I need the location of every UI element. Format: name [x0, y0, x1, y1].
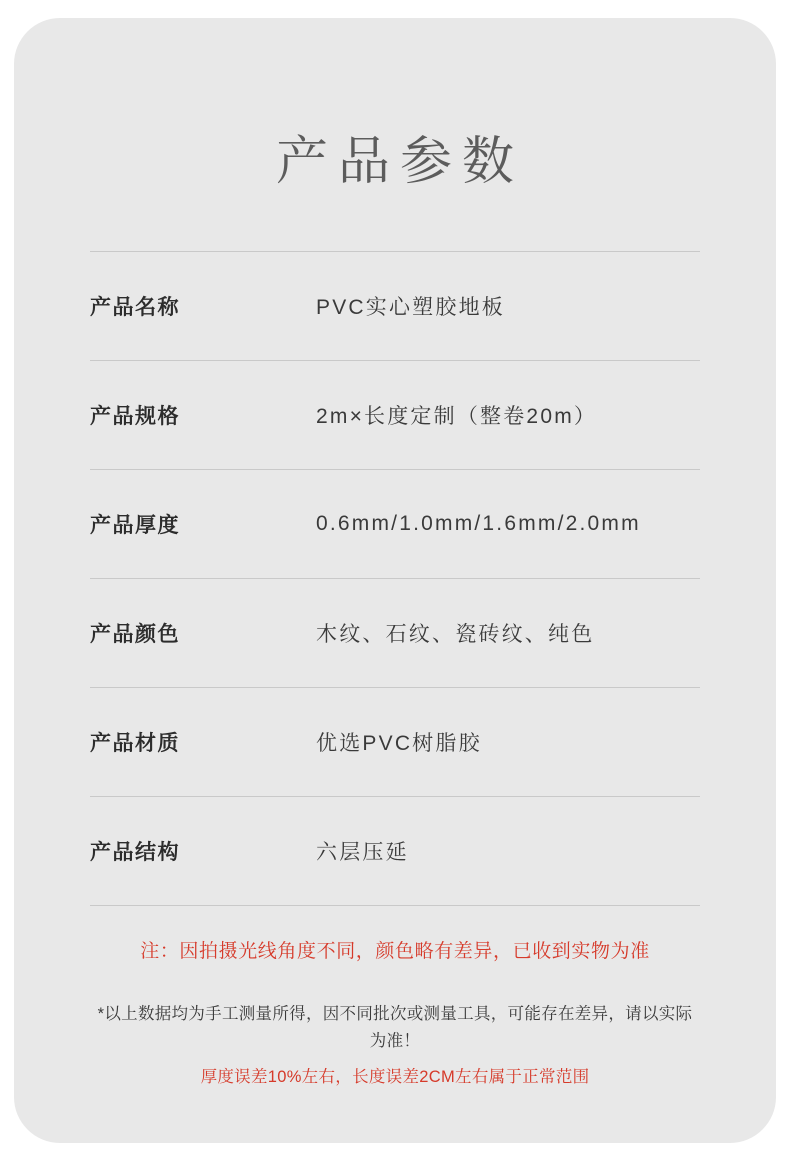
- table-row: [90, 578, 700, 687]
- measurement-note: *以上数据均为手工测量所得，因不同批次或测量工具，可能存在差异，请以实际为准！: [97, 1005, 693, 1050]
- spec-label: 产品颜色: [90, 623, 180, 647]
- page-title: 产品参数: [275, 133, 524, 191]
- footer-notes: [90, 1001, 700, 1090]
- table-row: [90, 251, 700, 360]
- table-row: [90, 360, 700, 469]
- spec-value: PVC实心塑胶地板: [316, 296, 505, 320]
- spec-label: 产品厚度: [90, 514, 180, 538]
- spec-label: 产品材质: [90, 732, 180, 756]
- table-row: [90, 469, 700, 578]
- table-row: [90, 796, 700, 905]
- spec-label: 产品规格: [90, 405, 180, 429]
- table-row: [90, 687, 700, 796]
- color-difference-note: 注：因拍摄光线角度不同，颜色略有差异，已收到实物为准: [140, 941, 650, 963]
- spec-value: 0.6mm/1.0mm/1.6mm/2.0mm: [316, 512, 641, 536]
- spec-value: 2m×长度定制（整卷20m）: [316, 405, 598, 429]
- spec-value: 六层压延: [316, 841, 409, 865]
- spec-value: 木纹、石纹、瓷砖纹、纯色: [316, 623, 595, 647]
- table-bottom-divider: [90, 905, 700, 906]
- spec-label: 产品名称: [90, 296, 180, 320]
- spec-label: 产品结构: [90, 841, 180, 865]
- spec-panel: [14, 18, 776, 1143]
- spec-table: [90, 251, 700, 906]
- tolerance-note: 厚度误差10%左右，长度误差2CM左右属于正常范围: [200, 1067, 590, 1086]
- spec-value: 优选PVC树脂胶: [316, 732, 482, 756]
